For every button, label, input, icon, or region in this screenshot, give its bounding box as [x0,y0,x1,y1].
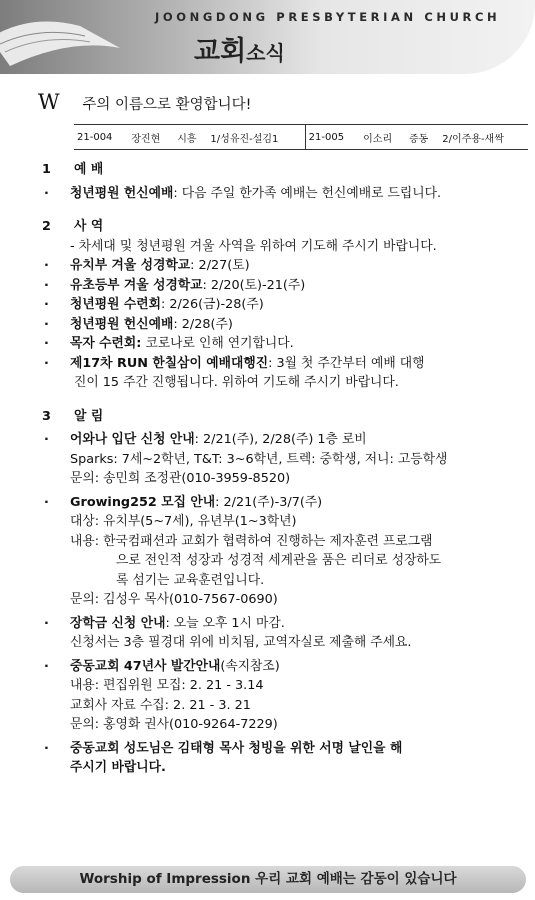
news-content [42,160,528,778]
ministry-intro: - 차세대 및 청년평원 겨울 사역을 위하여 기도해 주시기 바랍니다. [70,238,437,254]
section-heading-worship: 1 예 배 [42,162,104,177]
list-item: · 어와나 입단 신청 안내: 2/21(주), 2/28(주) 1층 로비 [44,432,367,447]
welcome-line [38,90,251,114]
registration-table [74,124,528,150]
scholarship-detail: 신청서는 3층 필경대 위에 비치됨, 교역자실로 제출해 주세요. [70,635,412,650]
list-item: · 중동교회 성도님은 김태형 목사 청빙을 위한 서명 날인을 해 [44,740,403,756]
history-detail: 교회사 자료 수집: 2. 21 - 3. 21 [70,697,251,713]
petition-cont: 주시기 바랍니다. [70,760,166,775]
reg-id: 21-005 [308,131,345,143]
table-row [74,125,528,150]
reg-name: 이소리 [363,133,393,145]
growing-content: 내용: 한국컴패션과 교회가 협력하여 진행하는 제자훈련 프로그램 [70,533,433,549]
growing-target: 대상: 유치부(5~7세), 유년부(1~3학년) [70,514,297,529]
reg-group: 1/성유진-설김1 [207,125,305,150]
list-item: · 장학금 신청 안내: 오늘 오후 1시 마감. [44,615,285,631]
list-item: · 유초등부 겨울 성경학교: 2/20(토)-21(주) [44,277,306,293]
growing-contact: 문의: 김성우 목사(010-7567-0690) [70,592,278,607]
list-item: · 목자 수련회: 코로나로 인해 연기합니다. [44,336,294,351]
bible-photo-icon [0,8,120,68]
list-item: · 중동교회 47년사 발간안내(속지참조) [44,658,280,674]
awana-detail: Sparks: 7세~2학년, T&T: 3~6학년, 트렉: 중학생, 저니: 고등학생 [70,451,448,467]
list-item: · 제17차 RUN 한칠삼이 예배대행진: 3월 첫 주간부터 예배 대행 [44,355,425,371]
list-item: · 유치부 겨울 성경학교: 2/27(토) [44,258,250,273]
section-heading-notice: 3 알 림 [42,408,104,424]
reg-id: 21-004 [77,131,113,143]
reg-area: 증동 [409,133,429,145]
header-banner [0,0,535,74]
history-contact: 문의: 홍영화 권사(010-9264-7229) [70,717,278,732]
title-big: 교회 [194,36,247,67]
church-name: JOONGDONG PRESBYTERIAN CHURCH [155,10,501,24]
title-small: 소식 [246,41,285,65]
list-item: · Growing252 모집 안내: 2/21(주)-3/7(주) [44,494,323,510]
awana-contact: 문의: 송민희 조정관(010-3959-8520) [70,471,291,486]
list-item: · 청년평원 수련회: 2/26(금)-28(주) [44,297,264,312]
welcome-message: 주의 이름으로 환영합니다! [82,97,252,113]
reg-group: 2/이주용-새싹 [442,133,504,145]
list-item: · 청년평원 헌신예배: 2/28(주) [44,316,233,332]
growing-content-cont: 으로 전인적 성장과 성경적 세계관을 품은 리더로 성장하도 [116,553,442,568]
list-item: · 청년평원 헌신예배: 다음 주일 한가족 예배는 헌신예배로 드립니다. [44,185,442,201]
history-detail: 내용: 편집위원 모집: 2. 21 - 3.14 [70,678,264,693]
page-title [194,29,285,68]
reg-area: 시흥 [177,133,197,145]
footer-banner: Worship of Impression 우리 교회 예배는 감동이 있습니다 [10,866,526,893]
list-item-continuation: 진이 15 주간 진행됩니다. 위하여 기도해 주시기 바랍니다. [74,375,399,390]
reg-name: 장진현 [131,133,161,145]
section-heading-ministry: 2 사 역 [42,219,104,234]
growing-content-cont: 록 섬기는 교육훈련입니다. [116,572,265,588]
welcome-letter: W [38,90,60,114]
